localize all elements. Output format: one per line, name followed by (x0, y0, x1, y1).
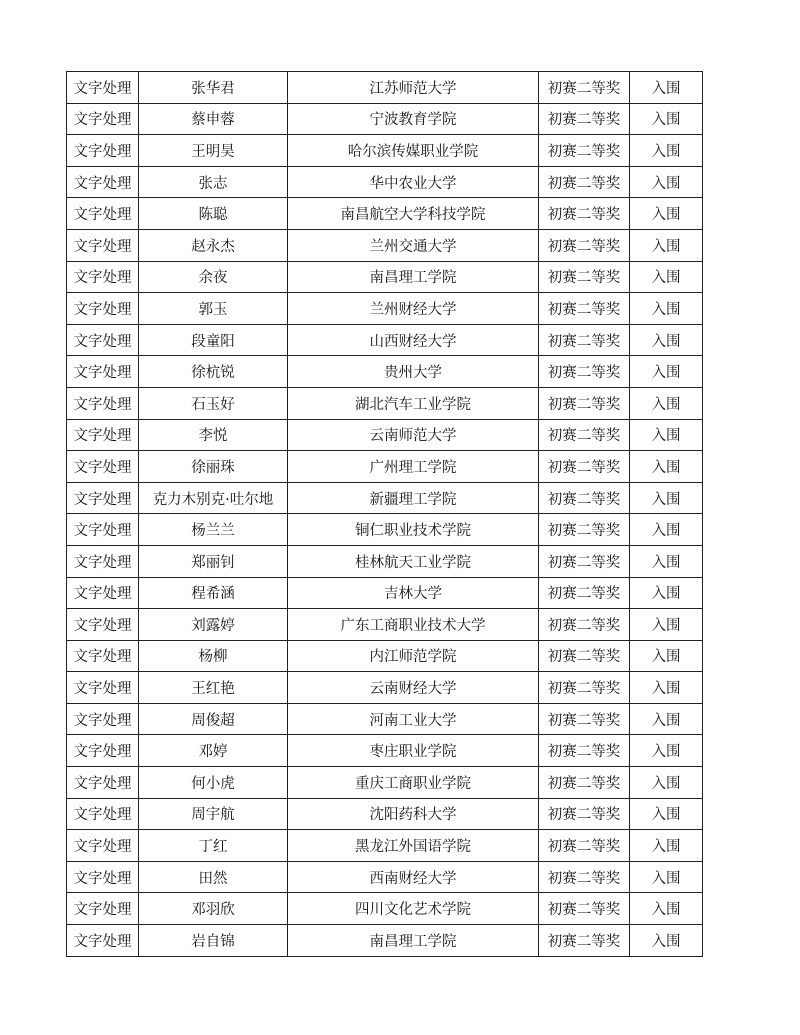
status-cell: 入围 (630, 640, 703, 672)
category-cell: 文字处理 (67, 72, 139, 104)
school-cell: 兰州财经大学 (288, 293, 539, 325)
name-cell: 余夜 (139, 261, 288, 293)
table-row (67, 72, 703, 104)
name-cell: 周俊超 (139, 703, 288, 735)
table-row (67, 767, 703, 799)
award-cell: 初赛二等奖 (539, 198, 630, 230)
name-cell: 田然 (139, 861, 288, 893)
award-cell: 初赛二等奖 (539, 387, 630, 419)
name-cell: 何小虎 (139, 767, 288, 799)
table-row (67, 293, 703, 325)
status-cell: 入围 (630, 387, 703, 419)
status-cell: 入围 (630, 609, 703, 641)
status-cell: 入围 (630, 893, 703, 925)
table-row (67, 103, 703, 135)
status-cell: 入围 (630, 735, 703, 767)
school-cell: 云南师范大学 (288, 419, 539, 451)
school-cell: 宁波教育学院 (288, 103, 539, 135)
school-cell: 山西财经大学 (288, 324, 539, 356)
category-cell: 文字处理 (67, 451, 139, 483)
award-cell: 初赛二等奖 (539, 925, 630, 957)
category-cell: 文字处理 (67, 577, 139, 609)
school-cell: 河南工业大学 (288, 703, 539, 735)
table-row (67, 135, 703, 167)
table-row (67, 514, 703, 546)
table-row (67, 703, 703, 735)
name-cell: 徐丽珠 (139, 451, 288, 483)
award-cell: 初赛二等奖 (539, 640, 630, 672)
name-cell: 段童阳 (139, 324, 288, 356)
award-cell: 初赛二等奖 (539, 703, 630, 735)
award-cell: 初赛二等奖 (539, 861, 630, 893)
results-table (66, 71, 703, 957)
category-cell: 文字处理 (67, 387, 139, 419)
status-cell: 入围 (630, 419, 703, 451)
status-cell: 入围 (630, 925, 703, 957)
name-cell: 杨柳 (139, 640, 288, 672)
status-cell: 入围 (630, 356, 703, 388)
award-cell: 初赛二等奖 (539, 830, 630, 862)
name-cell: 石玉好 (139, 387, 288, 419)
table-row (67, 356, 703, 388)
table-row (67, 798, 703, 830)
name-cell: 邓羽欣 (139, 893, 288, 925)
table-row (67, 545, 703, 577)
name-cell: 蔡申蓉 (139, 103, 288, 135)
award-cell: 初赛二等奖 (539, 767, 630, 799)
status-cell: 入围 (630, 577, 703, 609)
school-cell: 南昌航空大学科技学院 (288, 198, 539, 230)
category-cell: 文字处理 (67, 482, 139, 514)
name-cell: 周宇航 (139, 798, 288, 830)
category-cell: 文字处理 (67, 640, 139, 672)
status-cell: 入围 (630, 198, 703, 230)
award-cell: 初赛二等奖 (539, 609, 630, 641)
table-row (67, 672, 703, 704)
name-cell: 王明昊 (139, 135, 288, 167)
name-cell: 刘露婷 (139, 609, 288, 641)
status-cell: 入围 (630, 672, 703, 704)
status-cell: 入围 (630, 514, 703, 546)
status-cell: 入围 (630, 324, 703, 356)
table-row (67, 166, 703, 198)
school-cell: 湖北汽车工业学院 (288, 387, 539, 419)
category-cell: 文字处理 (67, 103, 139, 135)
name-cell: 岩自锦 (139, 925, 288, 957)
category-cell: 文字处理 (67, 229, 139, 261)
category-cell: 文字处理 (67, 703, 139, 735)
category-cell: 文字处理 (67, 545, 139, 577)
name-cell: 张志 (139, 166, 288, 198)
award-cell: 初赛二等奖 (539, 514, 630, 546)
results-table-body (67, 72, 703, 957)
name-cell: 王红艳 (139, 672, 288, 704)
table-row (67, 609, 703, 641)
school-cell: 贵州大学 (288, 356, 539, 388)
status-cell: 入围 (630, 767, 703, 799)
award-cell: 初赛二等奖 (539, 798, 630, 830)
category-cell: 文字处理 (67, 925, 139, 957)
status-cell: 入围 (630, 293, 703, 325)
school-cell: 江苏师范大学 (288, 72, 539, 104)
status-cell: 入围 (630, 135, 703, 167)
school-cell: 广州理工学院 (288, 451, 539, 483)
school-cell: 内江师范学院 (288, 640, 539, 672)
category-cell: 文字处理 (67, 261, 139, 293)
school-cell: 桂林航天工业学院 (288, 545, 539, 577)
award-cell: 初赛二等奖 (539, 135, 630, 167)
name-cell: 徐杭锐 (139, 356, 288, 388)
award-cell: 初赛二等奖 (539, 103, 630, 135)
status-cell: 入围 (630, 545, 703, 577)
category-cell: 文字处理 (67, 198, 139, 230)
table-row (67, 577, 703, 609)
status-cell: 入围 (630, 166, 703, 198)
school-cell: 吉林大学 (288, 577, 539, 609)
table-row (67, 451, 703, 483)
status-cell: 入围 (630, 72, 703, 104)
category-cell: 文字处理 (67, 735, 139, 767)
award-cell: 初赛二等奖 (539, 356, 630, 388)
award-cell: 初赛二等奖 (539, 72, 630, 104)
status-cell: 入围 (630, 482, 703, 514)
status-cell: 入围 (630, 229, 703, 261)
award-cell: 初赛二等奖 (539, 419, 630, 451)
school-cell: 枣庄职业学院 (288, 735, 539, 767)
award-cell: 初赛二等奖 (539, 735, 630, 767)
name-cell: 赵永杰 (139, 229, 288, 261)
name-cell: 李悦 (139, 419, 288, 451)
table-row (67, 482, 703, 514)
school-cell: 黑龙江外国语学院 (288, 830, 539, 862)
category-cell: 文字处理 (67, 893, 139, 925)
table-row (67, 198, 703, 230)
status-cell: 入围 (630, 861, 703, 893)
name-cell: 陈聪 (139, 198, 288, 230)
name-cell: 郑丽钊 (139, 545, 288, 577)
table-row (67, 925, 703, 957)
table-row (67, 419, 703, 451)
category-cell: 文字处理 (67, 356, 139, 388)
school-cell: 哈尔滨传媒职业学院 (288, 135, 539, 167)
name-cell: 张华君 (139, 72, 288, 104)
category-cell: 文字处理 (67, 135, 139, 167)
category-cell: 文字处理 (67, 861, 139, 893)
status-cell: 入围 (630, 103, 703, 135)
category-cell: 文字处理 (67, 830, 139, 862)
school-cell: 沈阳药科大学 (288, 798, 539, 830)
category-cell: 文字处理 (67, 514, 139, 546)
category-cell: 文字处理 (67, 324, 139, 356)
table-row (67, 229, 703, 261)
award-cell: 初赛二等奖 (539, 293, 630, 325)
award-cell: 初赛二等奖 (539, 672, 630, 704)
name-cell: 克力木别克·吐尔地 (139, 482, 288, 514)
name-cell: 郭玉 (139, 293, 288, 325)
award-cell: 初赛二等奖 (539, 893, 630, 925)
school-cell: 兰州交通大学 (288, 229, 539, 261)
school-cell: 南昌理工学院 (288, 261, 539, 293)
award-cell: 初赛二等奖 (539, 577, 630, 609)
category-cell: 文字处理 (67, 166, 139, 198)
status-cell: 入围 (630, 261, 703, 293)
table-row (67, 861, 703, 893)
category-cell: 文字处理 (67, 609, 139, 641)
school-cell: 南昌理工学院 (288, 925, 539, 957)
school-cell: 广东工商职业技术大学 (288, 609, 539, 641)
name-cell: 程希涵 (139, 577, 288, 609)
school-cell: 西南财经大学 (288, 861, 539, 893)
award-cell: 初赛二等奖 (539, 229, 630, 261)
school-cell: 重庆工商职业学院 (288, 767, 539, 799)
table-row (67, 830, 703, 862)
award-cell: 初赛二等奖 (539, 166, 630, 198)
status-cell: 入围 (630, 451, 703, 483)
school-cell: 新疆理工学院 (288, 482, 539, 514)
school-cell: 四川文化艺术学院 (288, 893, 539, 925)
award-cell: 初赛二等奖 (539, 545, 630, 577)
status-cell: 入围 (630, 798, 703, 830)
status-cell: 入围 (630, 830, 703, 862)
category-cell: 文字处理 (67, 798, 139, 830)
award-cell: 初赛二等奖 (539, 451, 630, 483)
school-cell: 云南财经大学 (288, 672, 539, 704)
category-cell: 文字处理 (67, 293, 139, 325)
award-cell: 初赛二等奖 (539, 324, 630, 356)
name-cell: 丁红 (139, 830, 288, 862)
status-cell: 入围 (630, 703, 703, 735)
table-row (67, 261, 703, 293)
category-cell: 文字处理 (67, 672, 139, 704)
school-cell: 铜仁职业技术学院 (288, 514, 539, 546)
award-cell: 初赛二等奖 (539, 261, 630, 293)
table-row (67, 640, 703, 672)
category-cell: 文字处理 (67, 419, 139, 451)
table-row (67, 893, 703, 925)
table-row (67, 324, 703, 356)
category-cell: 文字处理 (67, 767, 139, 799)
table-row (67, 387, 703, 419)
table-row (67, 735, 703, 767)
name-cell: 邓婷 (139, 735, 288, 767)
school-cell: 华中农业大学 (288, 166, 539, 198)
name-cell: 杨兰兰 (139, 514, 288, 546)
award-cell: 初赛二等奖 (539, 482, 630, 514)
